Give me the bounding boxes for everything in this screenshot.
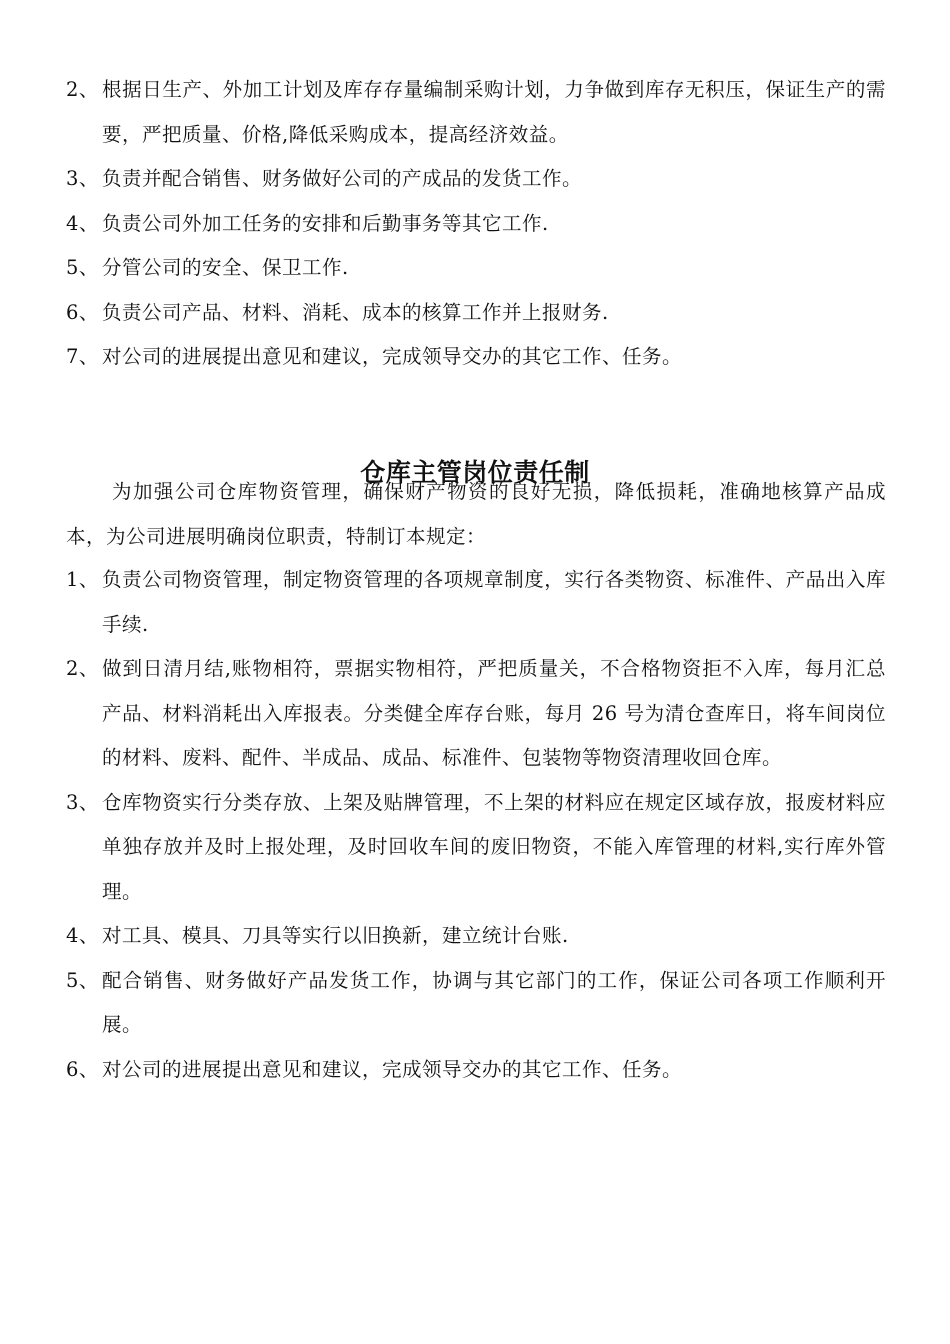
section-title: 仓库主管岗位责任制 <box>360 457 590 487</box>
list-item <box>66 246 886 291</box>
item-number: 5、 <box>66 256 99 279</box>
item-number: 5、 <box>66 968 99 992</box>
item-number: 4、 <box>66 924 99 947</box>
item-number: 3、 <box>66 167 99 190</box>
item-text: 分管公司的安全、保卫工作. <box>102 256 349 279</box>
item-number: 6、 <box>66 300 99 324</box>
list-item <box>66 1048 886 1093</box>
item-text: 对公司的进展提出意见和建议，完成领导交办的其它工作、任务。 <box>102 345 683 368</box>
item-number: 6、 <box>66 1057 99 1081</box>
list-item <box>66 157 886 202</box>
item-text: 做到日清月结,账物相符，票据实物相符，严把质量关，不合格物资拒不入库，每月汇总产品、材料消耗出入库报表。分类健全库存台账，每月 26 号为清仓查库日，将车间岗位的材料、废料、配件、半成品、成品、标准件、包装物等物资清理收回仓库。 <box>102 657 886 769</box>
list-item <box>66 558 886 647</box>
intro-paragraph: 为加强公司仓库物资管理，确保财产物资的良好无损，降低损耗，准确地核算产品成本，为公司进展明确岗位职责，特制订本规定： <box>66 480 886 548</box>
item-text: 配合销售、财务做好产品发货工作，协调与其它部门的工作，保证公司各项工作顺利开展。 <box>102 968 886 1036</box>
item-number: 4、 <box>66 211 99 235</box>
list-item <box>66 959 886 1048</box>
item-number: 2、 <box>66 657 99 680</box>
responsibility-list-bottom <box>66 558 886 1092</box>
list-item <box>66 647 886 781</box>
item-number: 2、 <box>66 78 99 101</box>
responsibility-list-top <box>66 68 886 380</box>
item-text: 负责并配合销售、财务做好公司的产成品的发货工作。 <box>102 167 583 190</box>
item-text: 负责公司外加工任务的安排和后勤事务等其它工作. <box>102 211 549 235</box>
item-text: 仓库物资实行分类存放、上架及贴牌管理，不上架的材料应在规定区域存放，报废材料应单独存放并及时上报处理，及时回收车间的废旧物资，不能入库管理的材料,实行库外管理。 <box>102 790 886 903</box>
item-text: 对工具、模具、刀具等实行以旧换新，建立统计台账. <box>102 924 569 947</box>
list-item <box>66 781 886 915</box>
item-number: 1、 <box>66 568 99 591</box>
list-item <box>66 202 886 247</box>
list-item <box>66 914 886 959</box>
item-number: 3、 <box>66 790 99 814</box>
list-item <box>66 335 886 380</box>
item-text: 对公司的进展提出意见和建议，完成领导交办的其它工作、任务。 <box>102 1057 683 1081</box>
list-item <box>66 68 886 157</box>
item-text: 负责公司产品、材料、消耗、成本的核算工作并上报财务. <box>102 300 609 324</box>
item-number: 7、 <box>66 345 99 368</box>
item-text: 负责公司物资管理，制定物资管理的各项规章制度，实行各类物资、标准件、产品出入库手续. <box>102 568 886 636</box>
list-item <box>66 291 886 336</box>
item-text: 根据日生产、外加工计划及库存存量编制采购计划，力争做到库存无积压，保证生产的需要，严把质量、价格,降低采购成本，提高经济效益。 <box>102 78 886 146</box>
